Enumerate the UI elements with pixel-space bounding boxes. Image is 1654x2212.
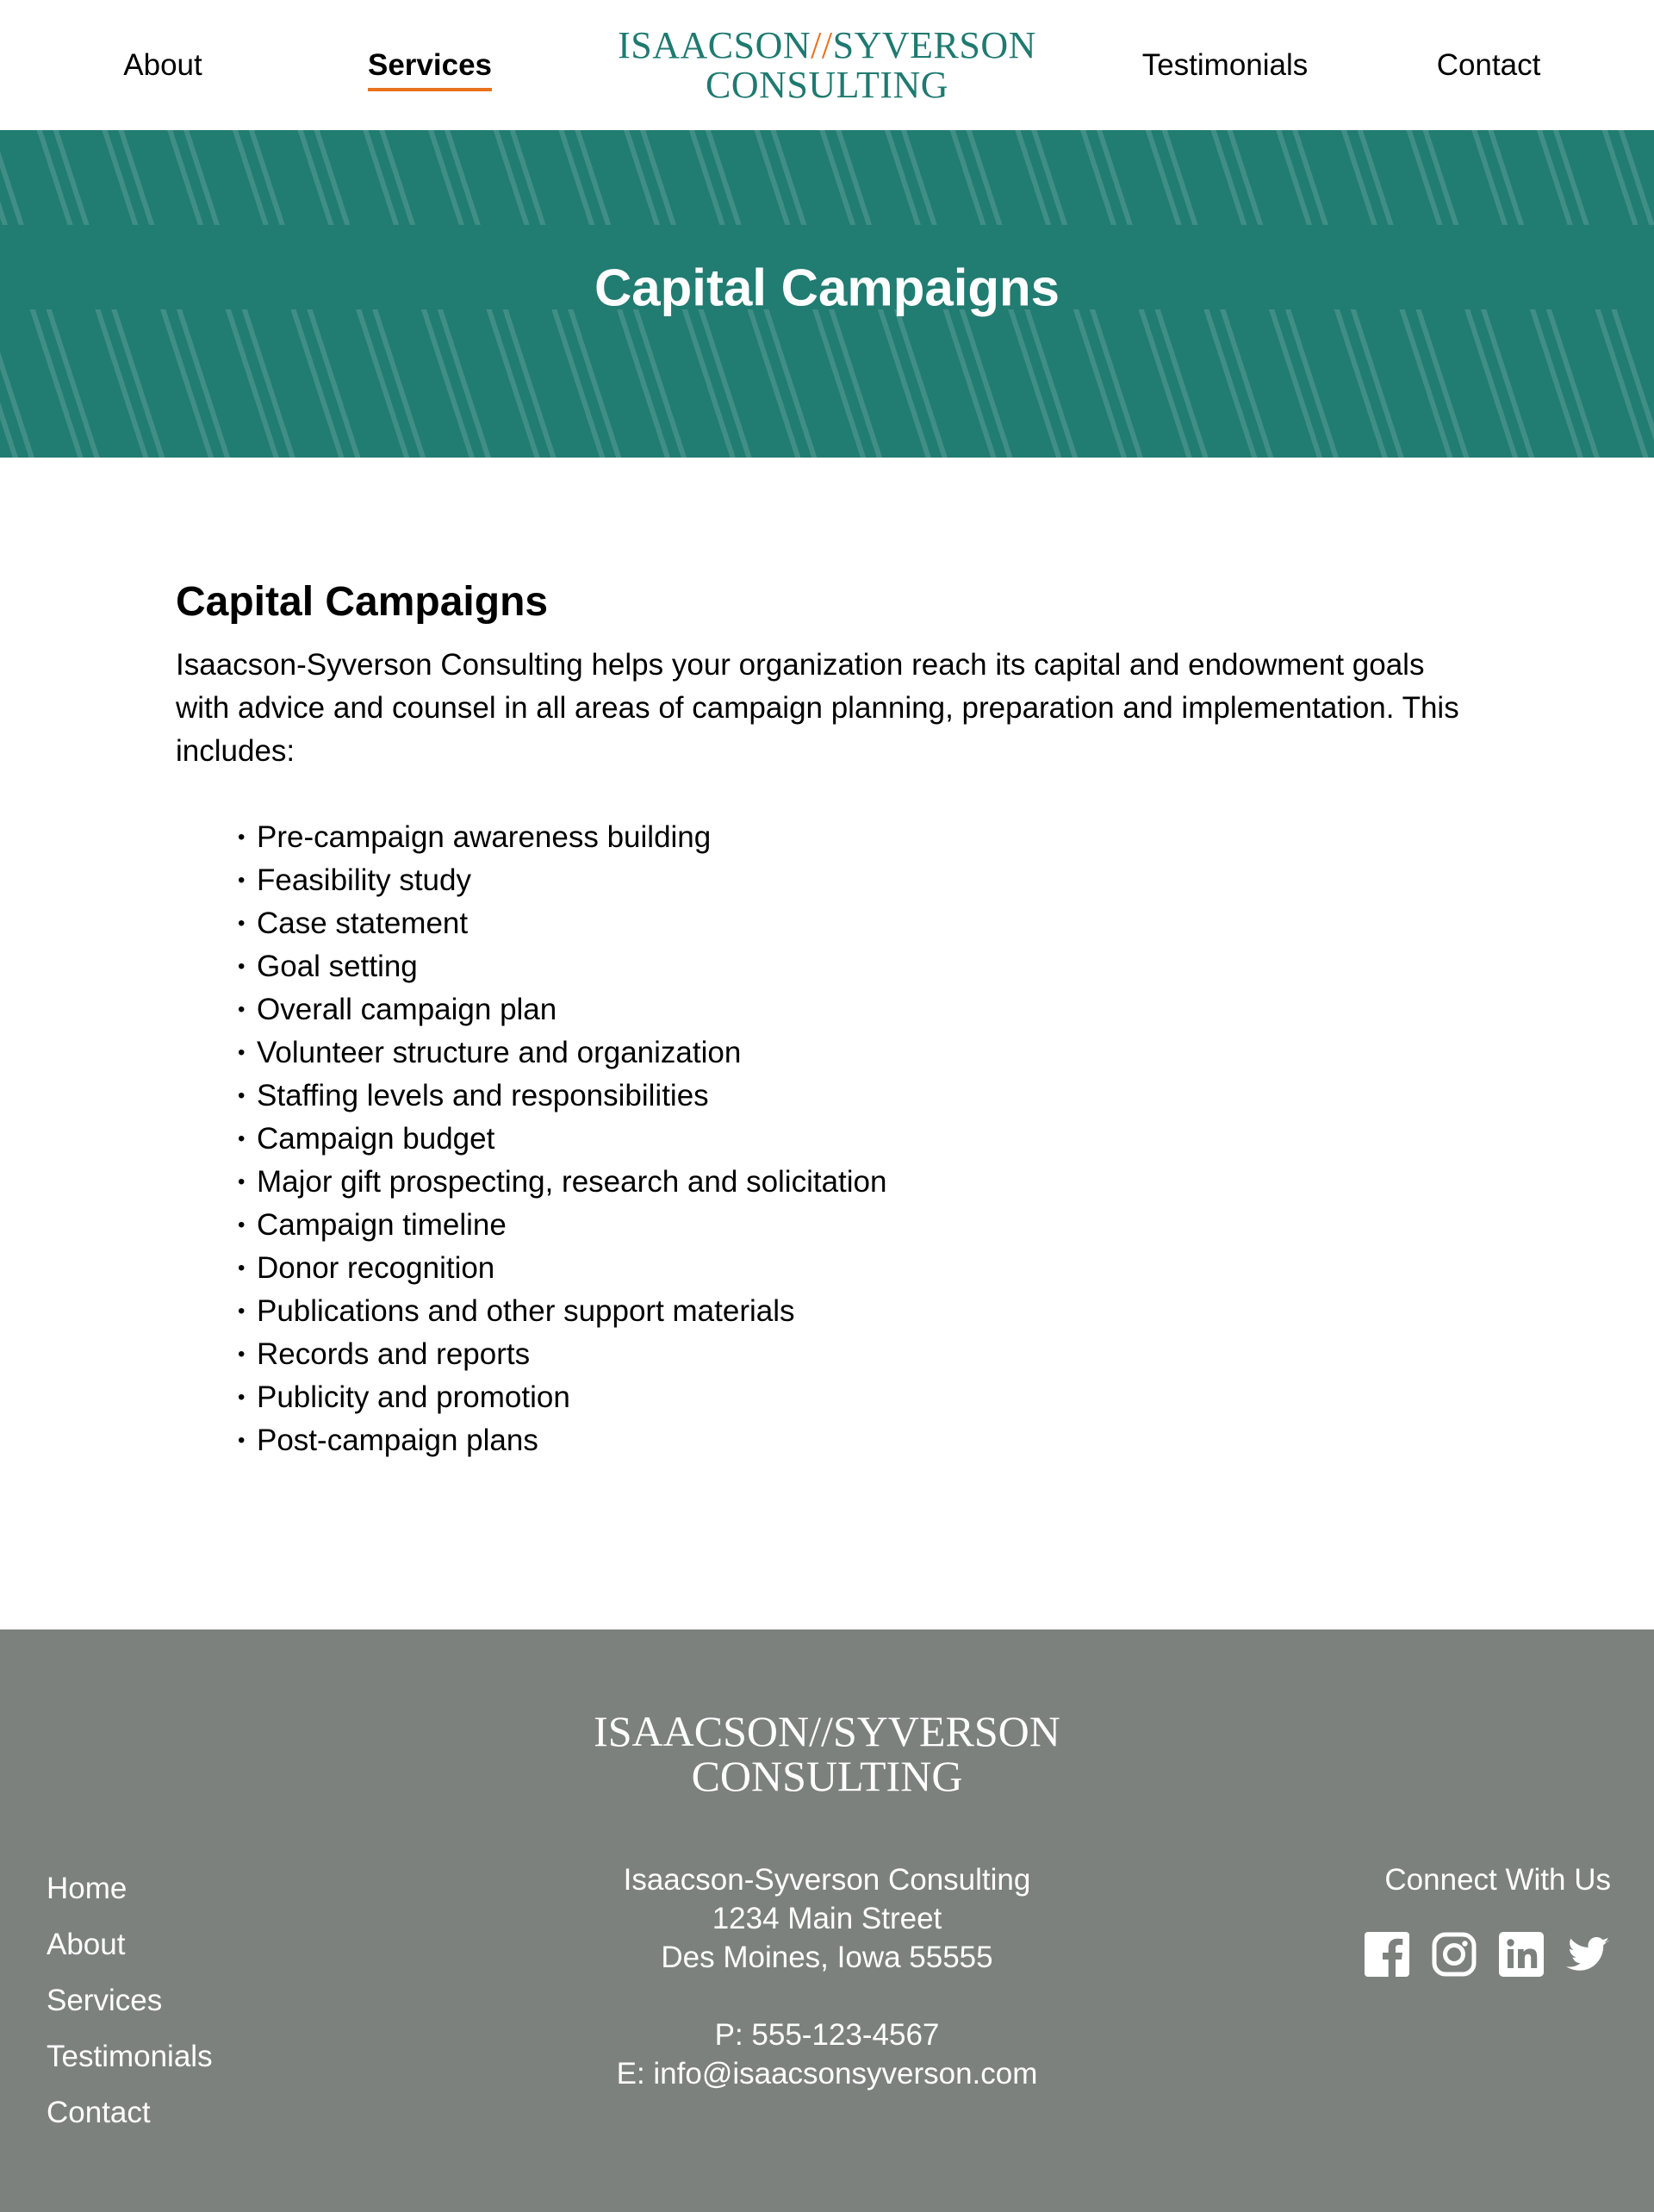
instagram-icon[interactable] xyxy=(1432,1932,1477,1977)
site-footer xyxy=(0,1629,1654,2212)
list-item: • Pre-campaign awareness building xyxy=(238,816,1478,859)
list-item: • Records and reports xyxy=(238,1333,1478,1376)
footer-logo-line-2: CONSULTING xyxy=(691,1752,963,1800)
list-item: • Overall campaign plan xyxy=(238,988,1478,1031)
footer-nav xyxy=(47,1860,213,2140)
site-logo[interactable] xyxy=(618,26,1036,105)
main-content xyxy=(0,458,1654,1517)
hero-title: Capital Campaigns xyxy=(594,259,1060,317)
footer-link-testimonials[interactable]: Testimonials xyxy=(47,2040,213,2073)
services-list xyxy=(176,816,1478,1462)
list-item: • Campaign timeline xyxy=(238,1204,1478,1247)
list-item: • Goal setting xyxy=(238,945,1478,988)
list-item: • Donor recognition xyxy=(238,1247,1478,1290)
footer-logo-line-1: ISAACSON//SYVERSON xyxy=(594,1707,1060,1755)
nav-about[interactable]: About xyxy=(123,48,202,82)
email-address[interactable]: E: info@isaacsonsyverson.com xyxy=(616,2057,1038,2090)
list-item: • Staffing levels and responsibilities xyxy=(238,1075,1478,1118)
list-item: • Campaign budget xyxy=(238,1118,1478,1161)
nav-testimonials[interactable]: Testimonials xyxy=(1141,48,1309,82)
intro-paragraph: Isaacson-Syverson Consulting helps your organization reach its capital and endowment goals with advice and counsel in all areas of campaign planning, preparation and implementation. This includes: xyxy=(176,648,1459,768)
address-spacer xyxy=(617,1977,1038,2016)
hero-banner xyxy=(0,130,1654,458)
list-item: • Feasibility study xyxy=(238,859,1478,902)
footer-link-services[interactable]: Services xyxy=(47,1984,163,2017)
list-item: • Volunteer structure and organization xyxy=(238,1031,1478,1075)
section-heading: Capital Campaigns xyxy=(176,579,549,625)
list-item: • Publicity and promotion xyxy=(238,1376,1478,1419)
city-state-zip: Des Moines, Iowa 55555 xyxy=(661,1941,993,1974)
footer-link-home[interactable]: Home xyxy=(47,1872,127,1905)
footer-address xyxy=(617,1860,1038,2093)
footer-logo[interactable] xyxy=(594,1709,1060,1798)
footer-link-contact[interactable]: Contact xyxy=(47,2096,151,2129)
site-header xyxy=(0,0,1654,130)
list-item: • Post-campaign plans xyxy=(238,1419,1478,1462)
nav-contact[interactable]: Contact xyxy=(1436,48,1541,82)
company-name: Isaacson-Syverson Consulting xyxy=(623,1863,1031,1897)
footer-social xyxy=(1365,1860,1611,1977)
footer-link-about[interactable]: About xyxy=(47,1928,126,1961)
logo-line-2: CONSULTING xyxy=(705,64,949,106)
phone-number[interactable]: P: 555-123-4567 xyxy=(714,2018,940,2052)
twitter-icon[interactable] xyxy=(1566,1932,1611,1977)
facebook-icon[interactable] xyxy=(1365,1932,1409,1977)
social-icons xyxy=(1365,1932,1611,1977)
list-item: • Major gift prospecting, research and solicitation xyxy=(238,1161,1478,1204)
logo-separator: // xyxy=(811,24,833,66)
list-item: • Publications and other support materials xyxy=(238,1290,1478,1333)
connect-label: Connect With Us xyxy=(1384,1863,1611,1897)
street-address: 1234 Main Street xyxy=(712,1902,942,1935)
logo-line-1: ISAACSON//SYVERSON xyxy=(618,24,1036,66)
list-item: • Case statement xyxy=(238,902,1478,945)
nav-services[interactable]: Services xyxy=(367,48,493,82)
linkedin-icon[interactable] xyxy=(1499,1932,1544,1977)
